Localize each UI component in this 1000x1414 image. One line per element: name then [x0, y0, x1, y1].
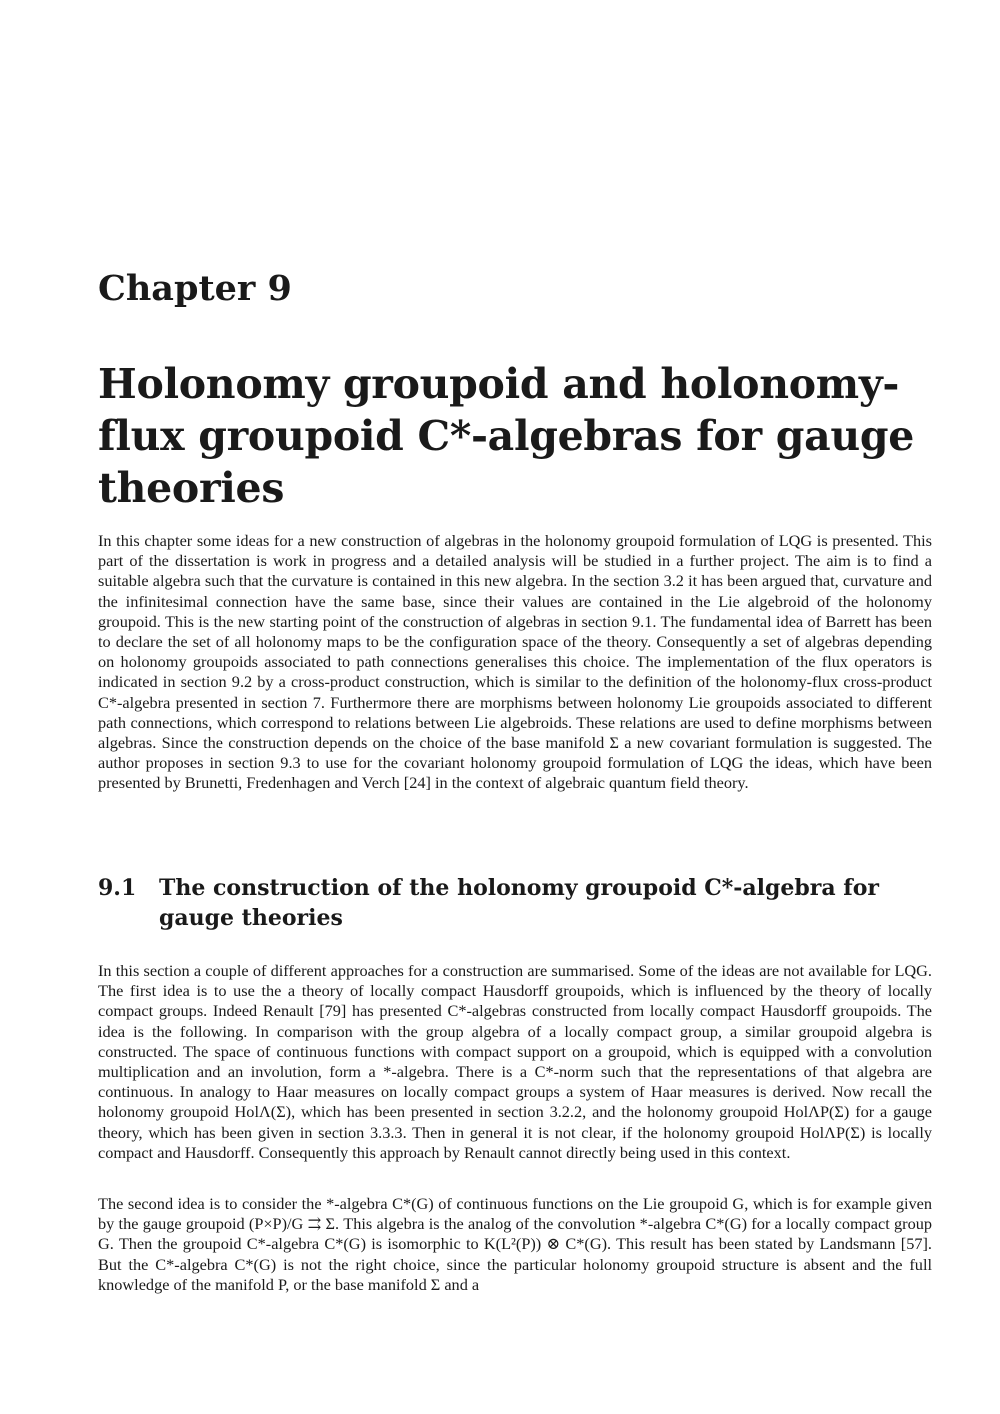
chapter-title: Holonomy groupoid and holonomy-flux groupoid C*-algebras for gauge theories: [98, 360, 915, 512]
section-paragraph-1: In this section a couple of different approaches for a construction are summarised. Some of the ideas are not available for LQG. The first idea is to use the a theory of locally compact Hausdorff groupoids, which is influenced by the theory of locally compact groups. Indeed Renault [79] has presented C*-algebras constructed from locally compact Hausdorff groupoids. The idea is the following. In comparison with the group algebra of a locally compact group, a similar groupoid algebra is constructed. The space of continuous functions with compact support on a groupoid, which is equipped with a convolution multiplication and an involution, form a *-algebra. There is a C*-norm such that the representations of that algebra are continuous. In analogy to Haar measures on locally compact groups a system of Haar measures is derived. Now recall the holonomy groupoid HolΛ(Σ), which has been presented in section 3.2.2, and the holonomy groupoid HolΛP(Σ) for a gauge theory, which has been given in section 3.3.3. Then in general it is not clear, if the holonomy groupoid HolΛP(Σ) is locally compact and Hausdorff. Consequently this approach by Renault cannot directly being used in this context.: [98, 961, 932, 1162]
section-number: 9.1: [98, 875, 137, 901]
section-title: The construction of the holonomy groupoid C*-algebra for gauge theories: [159, 875, 880, 931]
section-paragraph-2: The second idea is to consider the *-algebra C*(G) of continuous functions on the Lie groupoid G, which is for example given by the gauge groupoid (P×P)/G ⇉ Σ. This algebra is the analog of the convolution *-algebra C*(G) for a locally compact group G. Then the groupoid C*-algebra C*(G) is isomorphic to K(L²(P)) ⊗ C*(G). This result has been stated by Landsmann [57]. But the C*-algebra C*(G) is not the right choice, since the particular holonomy groupoid structure is absent and the full knowledge of the manifold P, or the base manifold Σ and a: [98, 1194, 932, 1294]
intro-paragraph: In this chapter some ideas for a new construction of algebras in the holonomy groupoid formulation of LQG is presented. This part of the dissertation is work in progress and a detailed analysis will be studied in a further project. The aim is to find a suitable algebra such that the curvature is contained in this new algebra. In the section 3.2 it has been argued that, curvature and the infinitesimal connection have the same base, since their values are contained in the Lie algebroid of the holonomy groupoid. This is the new starting point of the construction of algebras in section 9.1. The fundamental idea of Barrett has been to declare the set of all holonomy maps to be the configuration space of the theory. Consequently a set of algebras depending on holonomy groupoids associated to path connections generalises this choice. The implementation of the flux operators is indicated in section 9.2 by a cross-product construction, which is similar to the definition of the holonomy-flux cross-product C*-algebra presented in section 7. Furthermore there are morphisms between holonomy Lie groupoids associated to different path connections, which correspond to relations between Lie algebroids. These relations are used to define morphisms between algebras. Since the construction depends on the choice of the base manifold Σ a new covariant formulation is suggested. The author proposes in section 9.3 to use for the covariant holonomy groupoid formulation of LQG the ideas, which have been presented by Brunetti, Fredenhagen and Verch [24] in the context of algebraic quantum field theory.: [98, 531, 932, 793]
chapter-label: Chapter 9: [98, 268, 292, 309]
